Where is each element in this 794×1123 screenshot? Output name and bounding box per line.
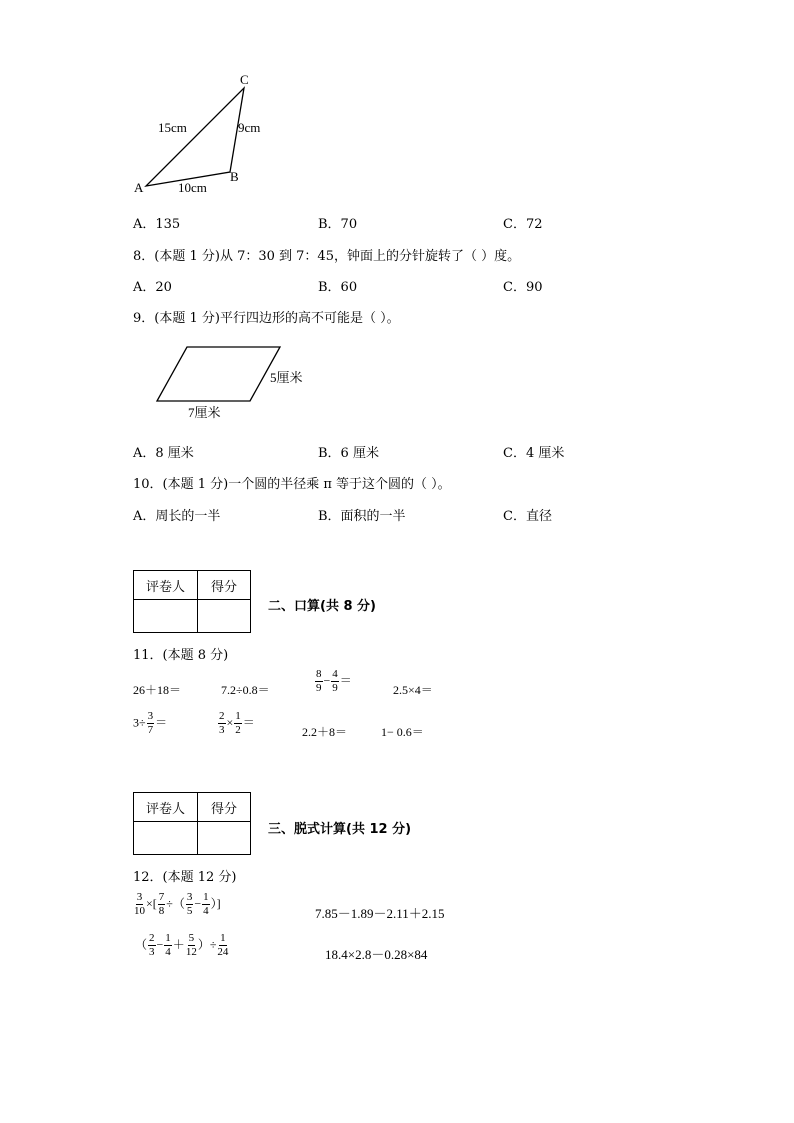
grade-table-section3	[133, 792, 251, 855]
grade-cell-score[interactable]	[198, 600, 251, 633]
grade-header-reviewer: 评卷人	[134, 793, 198, 822]
q9-option-b[interactable]: B．6 厘米	[318, 446, 379, 461]
grade-cell-reviewer[interactable]	[134, 822, 198, 855]
q12-expr-1: $\frac{3}{10}$ ×[ $\frac{7}{8}$ ÷（ $\frac{3}{5}$ − $\frac{1}{4}$ ）]	[134, 891, 221, 917]
triangle-label-c: C	[240, 72, 249, 87]
q10-stem: 10．(本题 1 分)一个圆的半径乘 π 等于这个圆的（ ）。	[133, 477, 451, 492]
q9-option-c[interactable]: C．4 厘米	[503, 446, 565, 461]
q10-option-a[interactable]: A．周长的一半	[133, 509, 221, 524]
grade-header-score: 得分	[198, 793, 251, 822]
q12-expr-4: 18.4×2.8－0.28×84	[325, 947, 428, 962]
q8-option-c[interactable]: C．90	[503, 280, 543, 295]
triangle-side-ab: 10cm	[178, 180, 207, 195]
q11-expr-3: $\frac{8}{9}$ − $\frac{4}{9}$ ＝	[316, 668, 352, 694]
section2-title: 二、口算(共 8 分)	[268, 599, 376, 614]
q11-expr-6: $\frac{2}{3}$ × $\frac{1}{2}$ ＝	[219, 710, 255, 736]
grade-table-section2	[133, 570, 251, 633]
q9-stem: 9．(本题 1 分)平行四边形的高不可能是（ ）。	[133, 311, 400, 326]
q8-stem: 8．(本题 1 分)从 7：30 到 7：45，钟面上的分针旋转了（ ）度。	[133, 249, 521, 264]
parallelogram-shape	[157, 347, 280, 401]
q11-expr-8: 1− 0.6＝	[381, 725, 424, 739]
q8-option-b[interactable]: B．60	[318, 280, 358, 295]
q7-option-c[interactable]: C．72	[503, 217, 543, 232]
parallelogram-base-label: 7厘米	[188, 405, 221, 420]
triangle-side-cb: 9cm	[238, 120, 261, 135]
parallelogram-figure	[150, 340, 320, 425]
q7-option-b[interactable]: B．70	[318, 217, 358, 232]
triangle-label-b: B	[230, 169, 239, 184]
q11-expr-2: 7.2÷0.8＝	[221, 683, 270, 697]
q11-expr-7: 2.2＋8＝	[302, 725, 348, 739]
q10-option-b[interactable]: B．面积的一半	[318, 509, 406, 524]
section3-title: 三、脱式计算(共 12 分)	[268, 822, 412, 837]
triangle-figure	[128, 68, 278, 198]
q10-option-c[interactable]: C．直径	[503, 509, 552, 524]
q11-expr-4: 2.5×4＝	[393, 683, 433, 697]
q7-option-a[interactable]: A．135	[133, 217, 181, 232]
q12-expr-2: 7.85－1.89－2.11＋2.15	[315, 906, 445, 921]
triangle-label-a: A	[134, 180, 144, 195]
grade-header-score: 得分	[198, 571, 251, 600]
q11-expr-1: 26＋18＝	[133, 683, 182, 697]
q12-expr-3: （ $\frac{2}{3}$ − $\frac{1}{4}$ ＋ $\frac{5}{12}$ ）÷ $\frac{1}{24}$	[135, 932, 229, 958]
grade-cell-score[interactable]	[198, 822, 251, 855]
q12-label: 12．(本题 12 分)	[133, 870, 237, 885]
q11-expr-5: 3÷ $\frac{3}{7}$ ＝	[133, 710, 168, 736]
grade-header-reviewer: 评卷人	[134, 571, 198, 600]
grade-cell-reviewer[interactable]	[134, 600, 198, 633]
triangle-side-ac: 15cm	[158, 120, 187, 135]
q9-option-a[interactable]: A．8 厘米	[133, 446, 194, 461]
parallelogram-side-label: 5厘米	[270, 370, 303, 385]
q8-option-a[interactable]: A．20	[133, 280, 172, 295]
q11-label: 11．(本题 8 分)	[133, 648, 229, 663]
